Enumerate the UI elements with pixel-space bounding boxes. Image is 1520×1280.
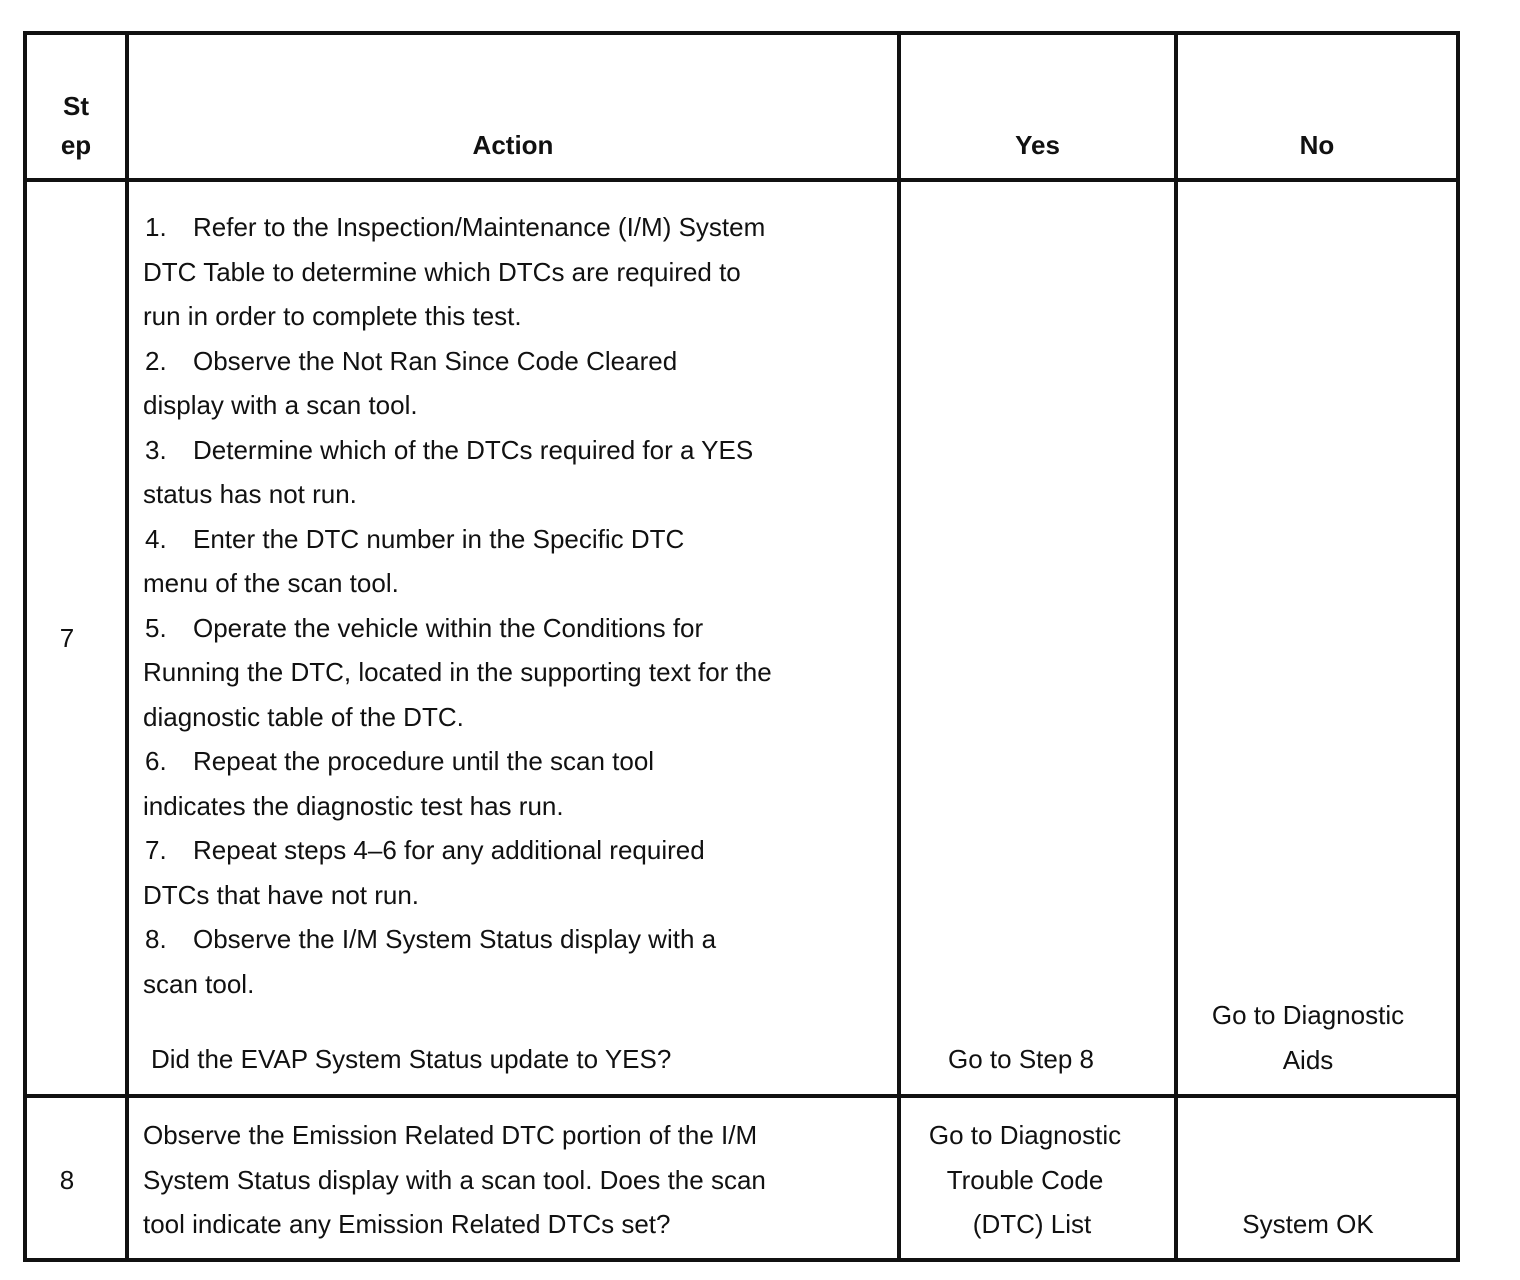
action-item-text: Operate the vehicle within the Conditions for (193, 612, 704, 643)
header-yes: Yes (1015, 130, 1060, 160)
action-item-continued: Running the DTC, located in the supporting text for the (143, 657, 772, 687)
header-step (27, 87, 125, 165)
row-8-yes-line2: Trouble Code (946, 1164, 1104, 1195)
action-item-continued: DTCs that have not run. (143, 879, 420, 910)
row-8-yes-line3: (DTC) List (972, 1209, 1092, 1239)
action-item (143, 917, 772, 962)
action-item-text: Repeat the procedure until the scan tool (193, 746, 655, 776)
row-7-no-line2: Aids (1282, 1044, 1334, 1075)
action-item-number: 8. (145, 924, 167, 954)
action-item-text: Refer to the Inspection/Maintenance (I/M) System (193, 212, 766, 242)
action-item-continued: menu of the scan tool. (143, 568, 399, 598)
row-8-yes-line1: Go to Diagnostic (928, 1120, 1122, 1150)
diagnostic-table (23, 31, 1460, 1261)
row-8-yes (901, 1113, 1149, 1247)
row-7-no (1178, 993, 1438, 1082)
action-item-text: Enter the DTC number in the Specific DTC (193, 523, 685, 554)
row-7-action-list (143, 205, 772, 1006)
action-item-continued: DTC Table to determine which DTCs are required to (143, 256, 741, 287)
action-item-text: Observe the I/M System Status display with a (193, 924, 717, 954)
row-8-action-line3: tool indicate any Emission Related DTCs set? (143, 1209, 671, 1239)
action-item-continued: scan tool. (143, 968, 255, 999)
action-item (143, 205, 772, 250)
header-action: Action (472, 130, 554, 160)
action-item-continued: display with a scan tool. (143, 390, 418, 420)
table-border-right (1456, 31, 1460, 1261)
action-item (143, 606, 772, 651)
action-item-continued: status has not run. (143, 479, 357, 509)
action-item-number: 3. (145, 434, 167, 465)
row-8-step: 8 (59, 1165, 75, 1195)
action-item-text: Repeat steps 4–6 for any additional required (193, 835, 705, 865)
row-7-step: 7 (59, 623, 75, 653)
action-item-continued: run in order to complete this test. (143, 301, 522, 331)
row-7-yes: Go to Step 8 (948, 1044, 1094, 1074)
action-item-continued: indicates the diagnostic test has run. (143, 790, 564, 821)
row-7-no-line1: Go to Diagnostic (1211, 1000, 1405, 1030)
action-item (143, 517, 772, 562)
action-item-continued: diagnostic table of the DTC. (143, 701, 464, 732)
action-item-number: 5. (145, 612, 167, 643)
row-divider (23, 1094, 1460, 1098)
action-item (143, 428, 772, 473)
action-item (143, 739, 772, 784)
row-8-action-line1: Observe the Emission Related DTC portion of the I/M (143, 1120, 758, 1150)
action-item-text: Determine which of the DTCs required for a YES (193, 434, 754, 465)
header-no: No (1299, 130, 1335, 160)
action-item-number: 6. (145, 746, 167, 776)
row-8-action-line2: System Status display with a scan tool. Does the scan (143, 1164, 766, 1195)
action-item-number: 7. (145, 835, 167, 865)
action-item-number: 1. (145, 212, 167, 242)
row-8-no: System OK (1242, 1209, 1374, 1239)
row-7-question: Did the EVAP System Status update to YES? (151, 1044, 672, 1074)
header-step-line2: ep (60, 130, 92, 160)
header-step-line1: St (63, 91, 89, 121)
action-item-number: 4. (145, 523, 167, 554)
header-divider (23, 178, 1460, 182)
action-item-text: Observe the Not Ran Since Code Cleared (193, 345, 678, 376)
action-item (143, 828, 772, 873)
action-item (143, 339, 772, 384)
column-divider-step (125, 31, 129, 1261)
table-border-bottom (23, 1258, 1460, 1262)
action-item-number: 2. (145, 345, 167, 376)
table-border-top (23, 31, 1460, 35)
row-8-action (143, 1113, 766, 1247)
